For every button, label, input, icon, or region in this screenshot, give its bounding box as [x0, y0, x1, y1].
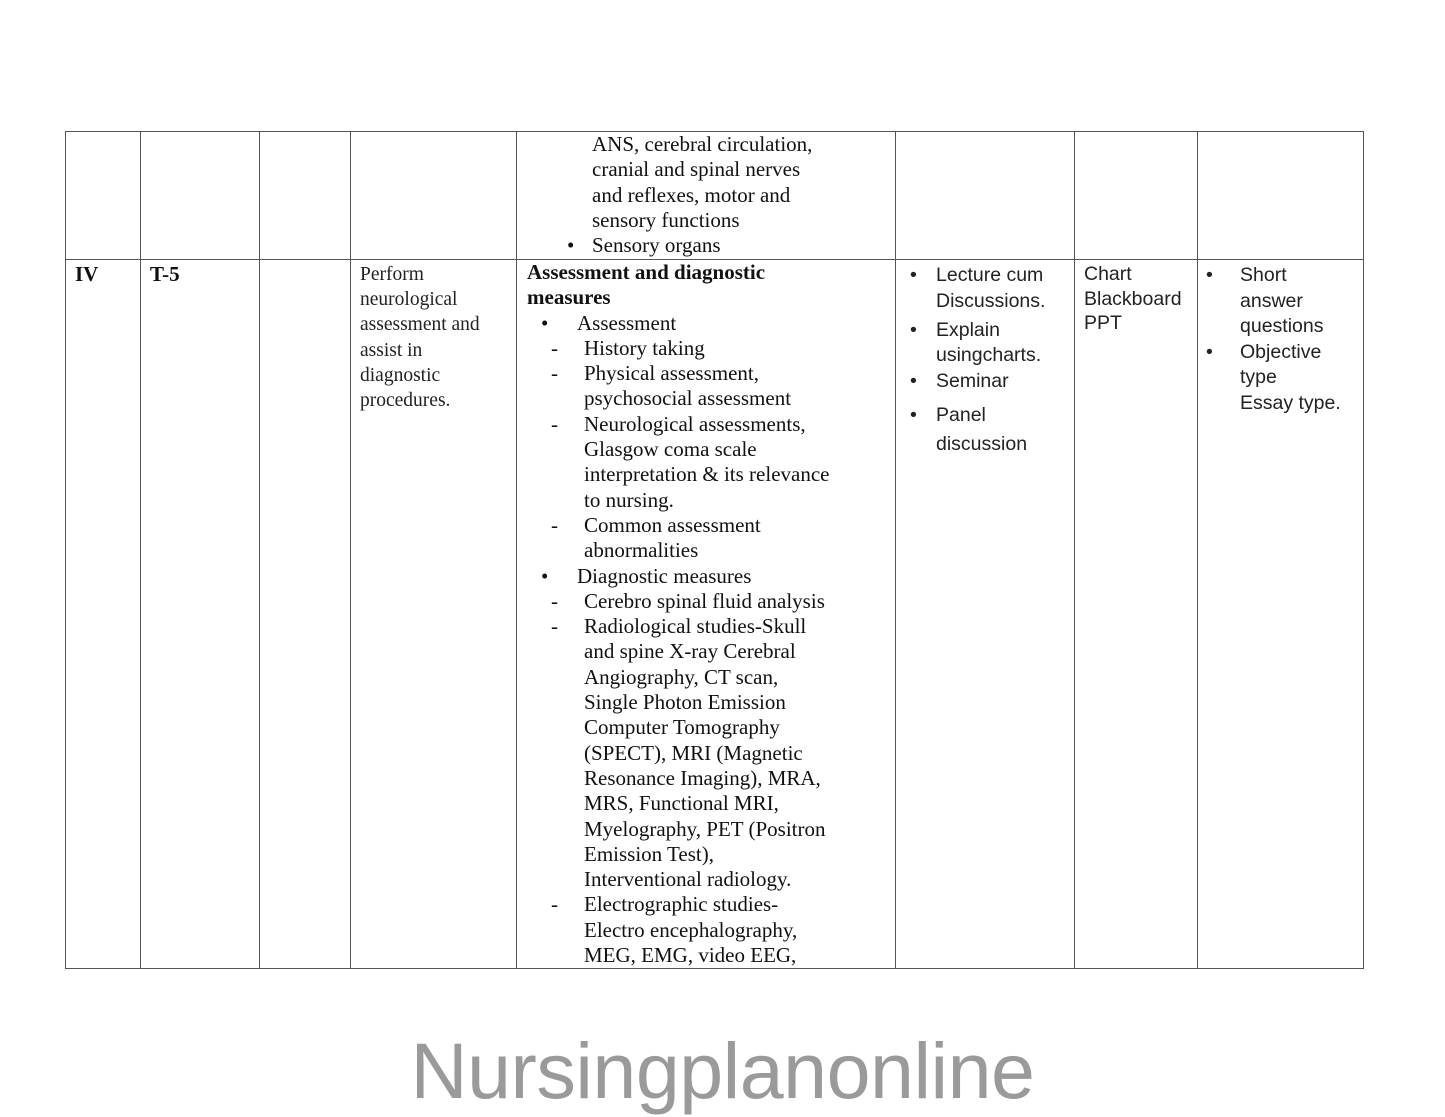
- objective-cell: [351, 260, 517, 969]
- sub-item-line: MRS, Functional MRI,: [584, 791, 779, 816]
- sub-item: [527, 412, 889, 513]
- aid-item: Chart: [1084, 263, 1132, 285]
- teaching-cell: [896, 132, 1075, 260]
- objective-line: Perform: [360, 264, 424, 285]
- teaching-method-item: [896, 318, 1070, 370]
- table-row: [66, 260, 1364, 969]
- lesson-plan-table: [65, 131, 1364, 969]
- sub-item-line: Glasgow coma scale: [584, 437, 757, 462]
- teaching-method-line: • Panel: [936, 403, 986, 426]
- sub-item: [527, 614, 889, 892]
- content-cell: [517, 260, 896, 969]
- teaching-method-item: [896, 401, 1070, 459]
- evaluation-line: • Objective: [1240, 340, 1322, 363]
- aids-list: [1075, 260, 1197, 336]
- sub-item-line: MEG, EMG, video EEG,: [584, 943, 797, 968]
- teaching-method-item: [896, 369, 1070, 395]
- aids-cell: [1075, 132, 1198, 260]
- evaluation-item: [1198, 391, 1359, 417]
- evaluation-cell: [1198, 260, 1364, 969]
- sub-item: [527, 589, 889, 614]
- evaluation-line: • Short: [1240, 264, 1287, 286]
- teaching-method-line: • Seminar: [936, 370, 1009, 393]
- sub-item-line: Myelography, PET (Positron: [584, 816, 826, 841]
- sub-item-line: Computer Tomography: [584, 715, 780, 740]
- time-cell: [141, 260, 260, 969]
- aid-item: PPT: [1084, 312, 1122, 334]
- content-cell: [517, 132, 896, 260]
- teaching-method-line: discussion: [936, 432, 1028, 455]
- sub-item-line: interpretation & its relevance: [584, 462, 830, 487]
- content-heading: measures: [527, 285, 611, 310]
- unit-cell: [66, 260, 141, 969]
- teaching-method-line: • Lecture cum: [936, 264, 1044, 286]
- teaching-method-line: usingcharts.: [936, 344, 1042, 367]
- sub-item-line: - Cerebro spinal fluid analysis: [584, 588, 825, 613]
- objective-line: assessment and: [360, 314, 480, 336]
- sub-item-line: - Electrographic studies-: [584, 892, 779, 917]
- objective-line: procedures.: [360, 390, 451, 412]
- teaching-method-item: [896, 263, 1070, 315]
- sub-item: [527, 336, 889, 361]
- sub-item-line: Angiography, CT scan,: [584, 664, 779, 689]
- evaluation-line: answer: [1240, 289, 1303, 312]
- sub-item-line: abnormalities: [584, 538, 699, 563]
- evaluation-item: [1198, 263, 1359, 340]
- blank-cell: [260, 132, 351, 260]
- objective-line: assist in: [360, 339, 423, 361]
- evaluation-item: [1198, 340, 1359, 391]
- sub-item-line: - Common assessment: [584, 512, 761, 537]
- time-cell: [141, 132, 260, 260]
- content-line: ANS, cerebral circulation,: [592, 132, 813, 156]
- evaluation-line: questions: [1240, 315, 1324, 337]
- sub-item-line: - History taking: [584, 335, 705, 360]
- bullet-diagnostic: • Diagnostic measures: [527, 564, 889, 589]
- time-value: T-5: [150, 262, 180, 286]
- aid-item: Blackboard: [1084, 287, 1182, 310]
- content-line: cranial and spinal nerves: [592, 157, 801, 182]
- bullet-assessment: • Assessment: [527, 311, 889, 336]
- unit-cell: [66, 132, 141, 260]
- sub-item-line: to nursing.: [584, 487, 674, 512]
- objective-line: neurological: [360, 289, 458, 311]
- objective-cell: [351, 132, 517, 260]
- sub-item: [527, 513, 889, 564]
- sub-item: [527, 361, 889, 412]
- content-line: and reflexes, motor and: [592, 182, 791, 207]
- sub-item: [527, 892, 889, 968]
- content-list: [517, 260, 895, 968]
- sub-item-line: - Radiological studies-Skull: [584, 614, 807, 639]
- sub-item-line: Electro encephalography,: [584, 917, 798, 942]
- objective-text: [351, 260, 516, 413]
- teaching-cell: [896, 260, 1075, 969]
- teaching-method-line: • Explain: [936, 318, 1000, 341]
- sub-item-line: - Neurological assessments,: [584, 411, 806, 436]
- sub-item-line: Resonance Imaging), MRA,: [584, 765, 821, 790]
- teaching-method-line: Discussions.: [936, 289, 1046, 312]
- sub-item-line: and spine X-ray Cerebral: [584, 639, 796, 664]
- objective-line: diagnostic: [360, 364, 441, 386]
- unit-number: IV: [75, 262, 99, 286]
- evaluation-list: [1198, 260, 1363, 416]
- content-heading: Assessment and diagnostic: [527, 260, 766, 284]
- sub-item-line: - Physical assessment,: [584, 361, 759, 386]
- blank-cell: [260, 260, 351, 969]
- content-line: sensory functions: [592, 207, 740, 232]
- evaluation-line: type: [1240, 366, 1277, 388]
- content-bullet: • Sensory organs: [527, 233, 895, 258]
- sub-item-line: Single Photon Emission: [584, 690, 786, 715]
- sub-item-line: Interventional radiology.: [584, 867, 792, 892]
- aids-cell: [1075, 260, 1198, 969]
- watermark-text: Nursingplanonline: [410, 1026, 1035, 1115]
- sub-item-line: psychosocial assessment: [584, 386, 792, 411]
- evaluation-line: Essay type.: [1240, 391, 1341, 414]
- sub-item-line: (SPECT), MRI (Magnetic: [584, 740, 803, 765]
- evaluation-cell: [1198, 132, 1364, 260]
- table-row: [66, 132, 1364, 260]
- sub-item-line: Emission Test),: [584, 841, 714, 866]
- teaching-methods-list: [896, 260, 1074, 459]
